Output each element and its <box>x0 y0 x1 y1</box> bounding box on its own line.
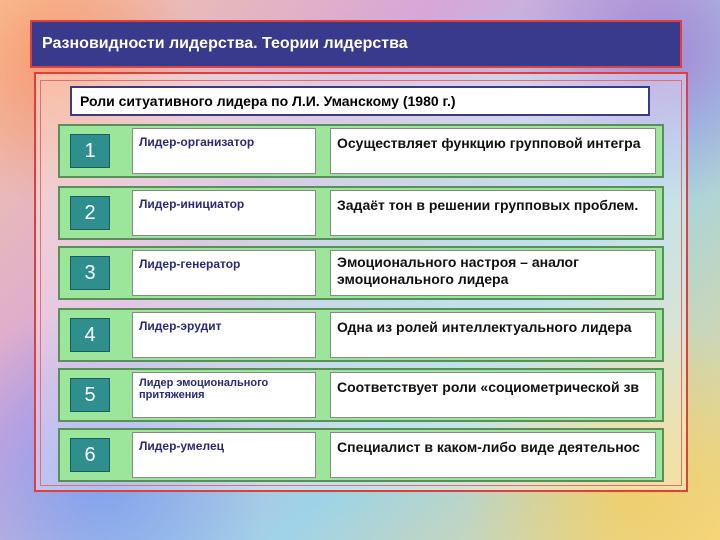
role-row <box>58 308 664 362</box>
row-number: 4 <box>70 318 110 352</box>
row-number: 1 <box>70 134 110 168</box>
row-number: 5 <box>70 378 110 412</box>
role-name: Лидер-инициатор <box>132 190 316 236</box>
title-bar <box>30 20 682 68</box>
role-row <box>58 124 664 178</box>
role-description: Специалист в каком-либо виде деятельнос <box>330 432 656 478</box>
section-subtitle: Роли ситуативного лидера по Л.И. Уманскому (1980 г.) <box>70 86 650 116</box>
role-row <box>58 246 664 300</box>
role-description: Осуществляет функцию групповой интегра <box>330 128 656 174</box>
role-description: Соответствует роли «социометрической зв <box>330 372 656 418</box>
role-description: Эмоционального настроя – аналог эмоционального лидера <box>330 250 656 296</box>
role-description: Задаёт тон в решении групповых проблем. <box>330 190 656 236</box>
role-description: Одна из ролей интеллектуального лидера <box>330 312 656 358</box>
row-number: 3 <box>70 256 110 290</box>
row-number: 6 <box>70 438 110 472</box>
role-name: Лидер-эрудит <box>132 312 316 358</box>
role-name: Лидер-организатор <box>132 128 316 174</box>
role-name: Лидер-генератор <box>132 250 316 296</box>
row-number: 2 <box>70 196 110 230</box>
role-name: Лидер эмоционального притяжения <box>132 372 316 418</box>
role-row <box>58 368 664 422</box>
role-row <box>58 428 664 482</box>
page-title: Разновидности лидерства. Теории лидерства <box>42 35 408 52</box>
role-row <box>58 186 664 240</box>
role-name: Лидер-умелец <box>132 432 316 478</box>
